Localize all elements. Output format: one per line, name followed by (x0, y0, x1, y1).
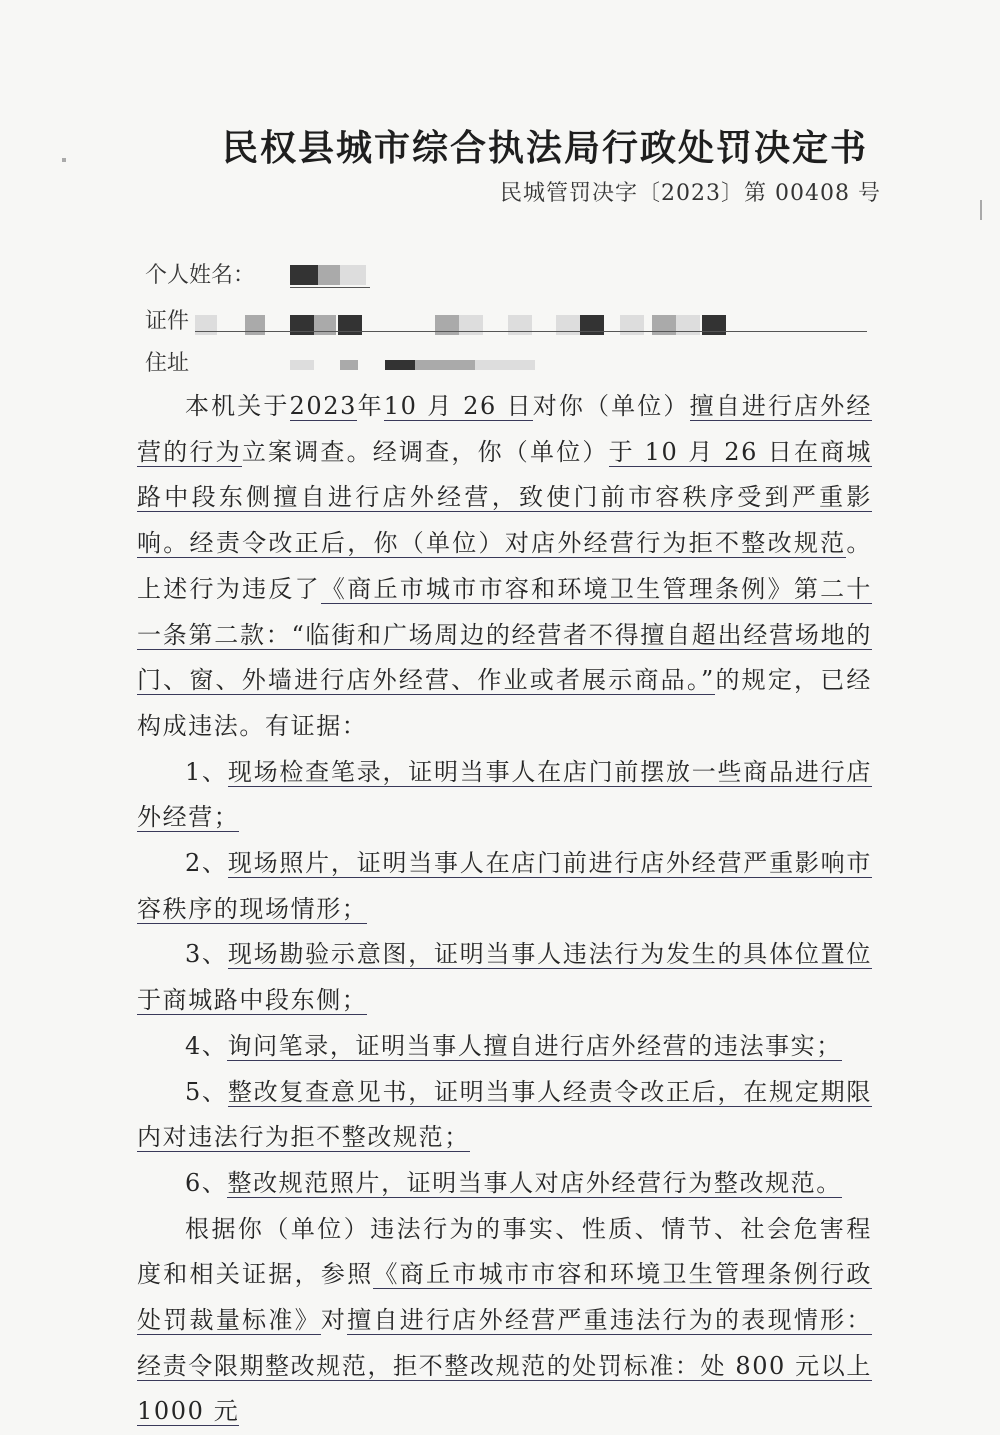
evidence-item: 6、整改规范照片，证明当事人对店外经营行为整改规范。 (185, 1168, 842, 1197)
evidence-item: 3、现场勘验示意图，证明当事人违法行为发生的具体位置位于商城路中段东侧； (137, 940, 872, 1015)
paragraph-penalty-basis: 根据你（单位）违法行为的事实、性质、情节、社会危害程度和相关证据，参照《商丘市城市市容和环境卫生管理条例行政处罚裁量标准》对擅自进行店外经营严重违法行为的表现情形：经责令限期整改规范，拒不整改规范的处罚标准：处 800 元以上 1000 元 (137, 1214, 873, 1426)
document-number: 民城管罚决字〔2023〕第 00408 号 (500, 181, 881, 206)
paragraph-facts: 本机关于2023年10 月 26 日对你（单位）擅自进行店外经营的行为立案调查。经调查，你（单位）于 10 月 26 日在商城路中段东侧擅自进行店外经营，致使门前市容秩序受到严重影响。经责令改正后，你（单位）对店外经营行为拒不整改规范。上述行为违反了《商丘市城市市容和环境卫生管理条例》第二十一条第二款：“临街和广场周边的经营者不得擅自超出经营场地的门、窗、外墙进行店外经营、作业或者展示商品。”的规定，已经构成违法。有证据： (137, 392, 872, 740)
penalty-standard: 《商丘市城市市容和环境卫生管理条例行政处罚裁量标准》 (137, 1260, 872, 1335)
evidence-item: 4、询问笔录，证明当事人擅自进行店外经营的违法事实； (185, 1031, 842, 1060)
evidence-item: 1、现场检查笔录，证明当事人在店门前摆放一些商品进行店外经营； (137, 757, 872, 832)
id-label: 证件 (145, 309, 190, 334)
scan-speck (980, 200, 982, 220)
decision-body (137, 384, 872, 1435)
name-label: 个人姓名： (145, 263, 256, 288)
scan-speck (62, 158, 66, 162)
case-facts: 于 10 月 26 日在商城路中段东侧擅自进行店外经营，致使门前市容秩序受到严重影响。经责令改正后，你（单位）对店外经营行为拒不整改规范 (137, 437, 872, 558)
document-title: 民权县城市综合执法局行政处罚决定书 (222, 127, 869, 169)
penalty-description: 擅自进行店外经营严重违法行为的表现情形：经责令限期整改规范，拒不整改规范的处罚标准：处 800 元以上 1000 元 (137, 1306, 873, 1426)
evidence-item: 2、现场照片，证明当事人在店门前进行店外经营严重影响市容秩序的现场情形； (137, 849, 872, 923)
evidence-item: 5、整改复查意见书，证明当事人经责令改正后，在规定期限内对违法行为拒不整改规范； (137, 1077, 872, 1152)
address-label: 住址 (145, 351, 190, 376)
case-date: 10 月 26 日 (383, 392, 533, 420)
case-year: 2023 (289, 392, 358, 420)
case-matter: 擅自进行店外经营的行为 (137, 392, 872, 466)
law-citation: 《商丘市城市市容和环境卫生管理条例》第二十一条第二款：“临街和广场周边的经营者不得擅自超出经营场地的门、窗、外墙进行店外经营、作业或者展示商品。” (137, 574, 872, 695)
